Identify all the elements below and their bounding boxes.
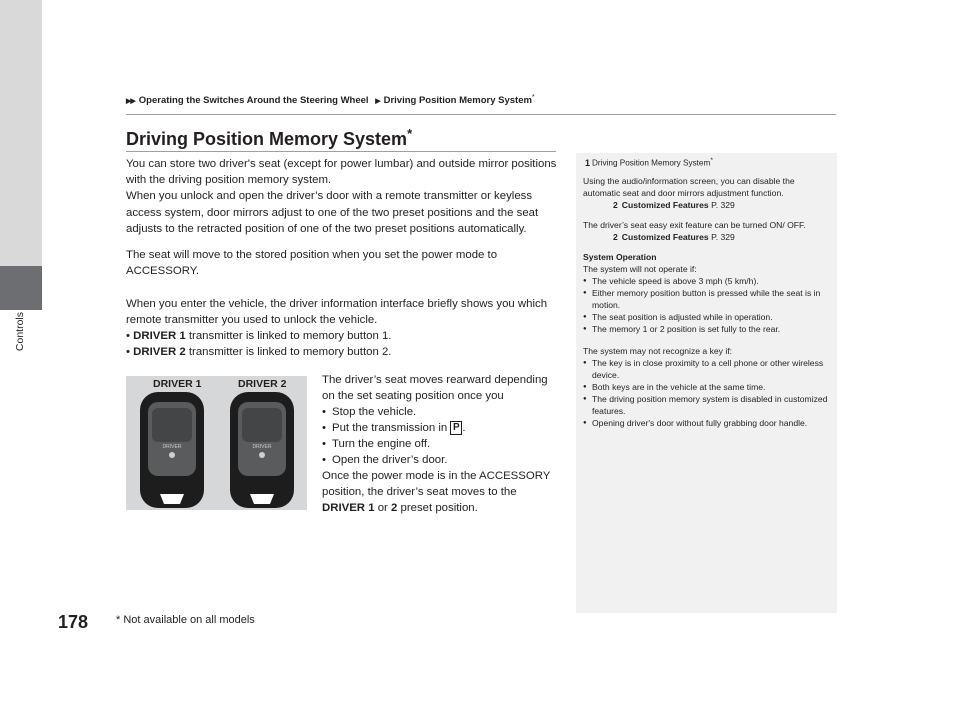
sysop-item: ● Either memory position button is pressed while the seat is in motion. <box>583 287 829 311</box>
bullet-2-bold: DRIVER 2 <box>133 346 186 358</box>
sidebar-ref-1-page: P. 329 <box>708 200 735 210</box>
side-tab <box>0 0 42 722</box>
seat-outro <box>322 468 562 516</box>
breadcrumb-arrow-icon: ▶ <box>375 98 380 106</box>
sidebar-heading-star: * <box>710 157 713 164</box>
key-fob-illustration <box>126 376 307 510</box>
step-transmission-text: Put the transmission in <box>332 422 451 434</box>
side-tab-marker <box>0 266 42 310</box>
sidebar-spacer <box>583 211 829 219</box>
fob-2-text: DRIVER <box>252 444 272 450</box>
title-divider <box>126 151 556 152</box>
sidebar-ref-2-page: P. 329 <box>708 232 735 242</box>
key-label-driver-2: DRIVER 2 <box>238 378 287 390</box>
key-item: ● Both keys are in the vehicle at the same time. <box>583 381 829 393</box>
seat-outro-2: or <box>374 502 392 514</box>
breadcrumb-item-1[interactable]: Operating the Switches Around the Steering Wheel <box>138 95 369 107</box>
section-tab-label: Controls <box>14 312 26 352</box>
sidebar-ref-2[interactable] <box>583 231 829 243</box>
paragraph-3: The seat will move to the stored position when you set the power mode to ACCESSORY. <box>126 249 498 278</box>
seat-outro-3: preset position. <box>397 502 478 514</box>
sidebar-heading <box>585 157 713 168</box>
sidebar-p2: The driver’s seat easy exit feature can be turned ON/ OFF. <box>583 220 806 230</box>
bullet-driver-1: • DRIVER 1 transmitter is linked to memory button 1. <box>126 330 392 342</box>
sidebar-spacer <box>583 335 829 345</box>
sysop-item: ● The seat position is adjusted while in operation. <box>583 311 829 323</box>
key-item: ● The driving position memory system is disabled in customized features. <box>583 393 829 417</box>
side-tab-upper <box>0 0 42 266</box>
bullet-1-bold: DRIVER 1 <box>133 330 186 342</box>
seat-procedure <box>322 372 562 516</box>
breadcrumb-arrow-icon: ▶▶ <box>126 98 135 106</box>
sysop-intro: The system will not operate if: <box>583 264 697 274</box>
seat-outro-1: Once the power mode is in the ACCESSORY position, the driver’s seat moves to the <box>322 470 551 498</box>
sidebar-p1: Using the audio/information screen, you can disable the automatic seat and door mirrors adjustment function. <box>583 176 795 198</box>
sysop-title: System Operation <box>583 252 657 262</box>
park-position-icon: P <box>450 421 462 435</box>
key-fob-1 <box>140 392 204 508</box>
sidebar-ref-1-title[interactable]: Customized Features <box>621 200 709 210</box>
key-item: ● Opening driver's door without fully grabbing door handle. <box>583 417 829 429</box>
step-engine-off: • Turn the engine off. <box>322 436 562 452</box>
step-transmission <box>322 420 562 436</box>
sidebar-content <box>583 175 829 429</box>
sidebar-heading-number: 1 <box>585 157 591 168</box>
fob-1-text: DRIVER <box>162 444 182 450</box>
sysop-item: ● The vehicle speed is above 3 mph (5 km/h). <box>583 275 829 287</box>
title-star: * <box>407 126 413 141</box>
page-title <box>126 126 412 150</box>
bullet-driver-2: • DRIVER 2 transmitter is linked to memory button 2. <box>126 346 392 358</box>
sidebar-ref-2-title[interactable]: Customized Features <box>621 232 709 242</box>
step-transmission-end: . <box>462 422 466 434</box>
sysop-item: ● The memory 1 or 2 position is set fully to the rear. <box>583 323 829 335</box>
seat-intro: The driver’s seat moves rearward depending on the set seating position once you <box>322 374 548 402</box>
reference-arrow-icon: 2 <box>613 200 618 210</box>
key-fob-image <box>126 376 307 510</box>
sidebar-spacer <box>583 243 829 251</box>
key-intro: The system may not recognize a key if: <box>583 346 733 356</box>
bullet-1-text: transmitter is linked to memory button 1. <box>185 330 392 342</box>
key-fob-2 <box>230 392 294 508</box>
paragraph-4: When you enter the vehicle, the driver information interface briefly shows you which remote transmitter you used to unlock the vehicle. <box>126 298 548 327</box>
seat-outro-bold-1: DRIVER 1 <box>322 502 375 514</box>
header-divider <box>126 114 836 115</box>
footnote: * Not available on all models <box>116 614 255 626</box>
bullet-2-text: transmitter is linked to memory button 2. <box>185 346 392 358</box>
key-label-driver-1: DRIVER 1 <box>153 378 202 390</box>
reference-arrow-icon: 2 <box>613 232 618 242</box>
breadcrumb-star: * <box>531 94 535 101</box>
breadcrumb-item-2[interactable]: Driving Position Memory System <box>383 95 532 107</box>
page-number: 178 <box>58 612 89 632</box>
step-open-door: • Open the driver’s door. <box>322 452 562 468</box>
paragraph-2: When you unlock and open the driver’s door with a remote transmitter or keyless access system, door mirrors adjust to one of the two preset positions and the seat adjusts to the retracted position of one of the two preset positions automatically. <box>126 190 539 235</box>
key-item: ● The key is in close proximity to a cell phone or other wireless device. <box>583 357 829 381</box>
intro-text <box>126 156 566 237</box>
page-title-text: Driving Position Memory System <box>126 129 408 149</box>
step-stop-vehicle: • Stop the vehicle. <box>322 404 562 420</box>
seat-outro-bold-2: 2 <box>391 502 398 514</box>
paragraph-1: You can store two driver's seat (except for power lumbar) and outside mirror positions with the driving position memory system. <box>126 158 557 187</box>
sidebar-ref-1[interactable] <box>583 199 829 211</box>
breadcrumb <box>126 94 535 106</box>
sidebar-heading-title: Driving Position Memory System <box>592 158 711 168</box>
